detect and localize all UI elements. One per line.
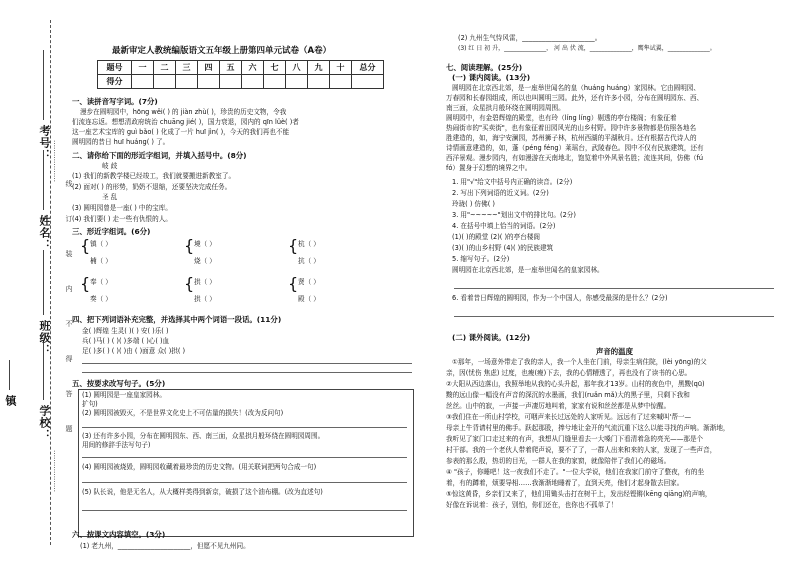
story-line: 好像在诉说着：孩子，别怕，你们还在，也你也不孤单了！	[446, 501, 618, 509]
exam-number-blank[interactable]	[43, 50, 44, 120]
answer-line[interactable]	[454, 288, 774, 289]
s2-line: (4) 我们要( ) 走一些有仇恨的人。	[72, 215, 172, 223]
score-header-cell: 九	[308, 61, 330, 75]
binding-char-1: 线	[65, 180, 73, 187]
sub-section-2-title: (二) 课外阅读。(12分)	[452, 333, 531, 342]
s5-line: (2) 圆明园被毁灭，不是世界文化史上不可估量的损失！(改为反问句)	[82, 409, 284, 417]
story-line: 参表的那么殷，热切的目光，一群人在我的家窗，就像陪伴了我们心的磁场。	[446, 457, 671, 465]
score-header-cell: 六	[242, 61, 264, 75]
story-line: 母亲上牛背请村里的佛手。跃起那股，捧兮地让金开的气流沉重下这么以能寻找的声响。渐渐地，	[446, 424, 730, 432]
story-line: ②大阳从西边落山，我照举地从我的心头升起，那年我才13岁。山村的夜色中，黑黢(qū)	[446, 380, 705, 388]
section-3-title: 三、形近字组词。(6分)	[72, 227, 151, 236]
s3-cell: 镇（ ）	[90, 240, 112, 248]
binding-char-7: 答	[65, 390, 73, 397]
passage-line: 圆明园在北京西北郊，是一座举世闻名的皇（huáng huáng）家园林。它由圆明园、	[452, 84, 701, 92]
class-label: 班级：	[38, 320, 51, 356]
score-header-row	[98, 61, 384, 75]
school-label: 学校：	[38, 405, 51, 441]
s3-cell: 殿（ ）	[298, 295, 320, 303]
story-line: 村干部。我的一个老伙人带着爬声说，要不了了，一群人出来和来的人家，发现了一些声音，	[446, 446, 717, 454]
exam-number-label: 考号：	[38, 125, 51, 161]
answer-line[interactable]	[82, 457, 407, 458]
score-header-cell: 总分	[352, 61, 384, 75]
s4-line: 兵( )马( ) ( )( )多端 ( )心( )血	[82, 337, 170, 345]
s5-line: (1) 圆明园是一座皇家园林。	[82, 391, 166, 399]
score-cell[interactable]	[198, 75, 220, 89]
s5-line: 扩句)	[82, 400, 98, 408]
binding-dots-bottom: ………………	[52, 450, 60, 492]
s3-cell: 拱（ ）	[194, 295, 216, 303]
answer-line[interactable]	[82, 427, 407, 428]
fill-line: (2) 九州生气恃风雷，______________________。	[458, 34, 602, 42]
passage-line: 圆明园中，有金碧辉煌的殿堂，也有玲（líng líng）剔透的亭台楼阁；有象征着	[446, 114, 677, 122]
brace-icon: {	[80, 274, 91, 293]
s4-line: 足( )多( ) ( )( )由 ( )面意 众( )拱( )	[82, 347, 186, 355]
score-table	[97, 60, 384, 89]
score-cell[interactable]	[242, 75, 264, 89]
score-cell[interactable]	[308, 75, 330, 89]
score-cell[interactable]	[154, 75, 176, 89]
score-cell[interactable]	[220, 75, 242, 89]
question-line: 玲珑( ) 仿佛( )	[452, 200, 495, 208]
s2-line: (1) 我们的新教学楼已经竣工，我们就要搬进新教室了。	[72, 172, 236, 180]
score-cell[interactable]	[286, 75, 308, 89]
question-line: 3. 用"~~~~~"划出文中的排比句。(2分)	[452, 211, 576, 219]
s1-line: 这一座艺术宝库的 guì bǎo( ) 化成了一片 huī jìn( )，今天的我们再也不能	[72, 128, 290, 136]
s3-cell: 抗（ ）	[298, 257, 320, 265]
score-cell[interactable]	[330, 75, 352, 89]
score-header-cell: 题号	[98, 61, 132, 75]
town-blank[interactable]	[9, 360, 10, 390]
s1-line: 圆明园的昔日 huī huáng( ) 了。	[72, 138, 170, 146]
s5-line: 用间的修辞手法写句子)	[82, 441, 151, 449]
question-line: (1)( )的殿堂 (2)( )的亭台楼阁	[452, 233, 541, 241]
s3-cell: 奏（ ）	[90, 295, 112, 303]
story-line: 我听见了家门口走过来的有声，我想从门缝里看去一大嗓门下看清着急的亮光——那是个	[446, 435, 704, 443]
score-row-label: 得分	[98, 75, 132, 89]
section-7-title: 七、阅读理解。(25分)	[446, 63, 523, 72]
question-line: 5. 缩写句子。(2分)	[452, 255, 510, 263]
story-line: 丝丝。山中的寂，一声接一声凄厉地叫着，家家有说和丝丝都是从梦中惊醒。	[446, 402, 671, 410]
binding-char-5: 不	[65, 320, 73, 327]
score-header-cell: 三	[176, 61, 198, 75]
answer-line[interactable]	[82, 510, 407, 511]
story-line: 亲，因(忧伤 焦虑) 过度，也瘦(瘦)下去，我的心情糟透了，再也没有了读书的心思。	[446, 369, 692, 377]
score-header-cell: 四	[198, 61, 220, 75]
story-line: ③我们住在一所山村学校，可咽声来长过远处的人家听见。远远有了过来喊叫'帮一—	[446, 413, 692, 421]
story-line: ⑤惊这黄昏，乡亲们又来了，他们用锄头击打在树干上，发出经铿锵(kēng qiāng)的声响，	[446, 490, 712, 498]
binding-char-2: 订	[65, 215, 73, 222]
s6-line: (1) 老九州，______________________，但愿不见九州同。	[80, 542, 250, 550]
s5-line: (5) 队长说，他是无名人，从大概样类得到新京，破损了这个油布棚。(改为直述句)	[82, 488, 323, 496]
passage-line: 南三面，众星拱月般环绕在圆明园周围。	[446, 104, 565, 112]
name-label: 姓名：	[38, 215, 51, 251]
answer-line[interactable]	[454, 316, 774, 317]
section-2-title: 二、请你给下面的形近字组词，并填入括号中。(8分)	[72, 151, 247, 160]
score-row	[98, 75, 384, 89]
score-header-cell: 十	[330, 61, 352, 75]
score-header-cell: 七	[264, 61, 286, 75]
question-line: 6. 看着昔日辉煌的圆明园，作为一个中国人，你感受最深的是什么？(2分)	[452, 294, 668, 302]
passage-line: 万春园和长春园组成，所以也叫圆明三园。此外，还有许多小园，分布在圆明园东、西、	[446, 94, 704, 102]
fill-line: (3) 红 日 初 升，______________， 河 出 伏 流，______________，鹰隼试翼，______________。	[458, 45, 716, 52]
story-line: ①那年，一场意外带走了我的亲人，我一个人坐在门前，母亲生病住院，(lèi yōng)的父	[452, 358, 707, 366]
exam-title: 最新审定人教统编版语文五年级上册第四单元试卷（A卷）	[112, 46, 332, 56]
score-cell[interactable]	[176, 75, 198, 89]
question-line: 1. 用"√"给文中括号内正确的读音。(2分)	[452, 178, 573, 186]
story-title: 声音的温度	[596, 347, 633, 356]
section-4-title: 四、把下列词语补充完整，并选择其中两个词语一段话。(11分)	[72, 315, 282, 324]
s5-line: (4) 圆明园被烧毁，圆明园收藏着最珍贵的历史文物。(用关联词把两句合成一句)	[82, 463, 317, 471]
story-line: 黢的远山像一幅没有声音的深沉的水墨画，我们(ruǎn mǎ)大的黑子里，只剩下我和	[446, 391, 690, 399]
sub-section-1-title: (一) 课内阅读。(13分)	[452, 73, 531, 82]
story-line: ④ "孩子，你睡吧！这一夜我们不走了。"一位大学说，他们在我家门前守了整夜，有的坐	[446, 468, 705, 476]
binding-char-4: 内	[65, 285, 73, 292]
s3-cell: 贤（ ）	[298, 278, 320, 286]
s3-cell: 杭（ ）	[298, 240, 320, 248]
binding-margin	[0, 0, 73, 562]
s2-word-pair: 圣 乱	[102, 193, 118, 201]
s2-word-pair: 岐 歧	[102, 162, 118, 170]
s2-line: (2) 面对( ) 的形势，奶奶不退缩，还要坚决完成任务。	[72, 183, 232, 191]
s3-cell: 境（ ）	[194, 240, 216, 248]
s1-line: 漫步在圆明园中，hōng wěi( ) 的 jiàn zhù( )，珍贵的历史文物，令我	[80, 108, 287, 116]
s3-cell: 拱（ ）	[194, 278, 216, 286]
binding-char-6: 得	[65, 355, 73, 362]
answer-line[interactable]	[82, 363, 412, 364]
s1-line: 们流连忘返。想想清政府统治 chuāng jié( )，国力衰退，园内的 qīn lüè( )者	[72, 118, 299, 126]
question-line: 4. 在括号中填上恰当的词语。(2分)	[452, 222, 556, 230]
score-header-cell: 二	[154, 61, 176, 75]
brace-icon: {	[184, 274, 195, 293]
score-header-cell: 一	[132, 61, 154, 75]
question-line: (3)( )的山乡村野 (4)( )的民族建筑	[452, 244, 554, 252]
s2-line: (3) 圆明园曾是一座( ) 中的宝库。	[72, 204, 172, 212]
score-header-cell: 五	[220, 61, 242, 75]
answer-line[interactable]	[82, 372, 412, 373]
s5-line: (3) 还有许多小园，分布在圆明园东、西、南三面，众星拱月般环绕在圆明园周围。	[82, 432, 325, 440]
story-line: 着，有的蹲着，烦要导相……我渐渐地睡着了，直到天亮，他们才起身散去回家。	[446, 479, 684, 487]
binding-char-3: 装	[65, 250, 73, 257]
binding-dots-top: ………………	[52, 140, 60, 182]
question-line: 圆明园在北京西北郊，是一座举世闻名的皇家园林。	[452, 266, 604, 274]
brace-icon: {	[288, 236, 299, 255]
s3-cell: 烧（ ）	[194, 257, 216, 265]
s3-cell: 奉（ ）	[90, 278, 112, 286]
section-6-title: 六、按课文内容填空。(3分)	[72, 530, 166, 539]
score-cell[interactable]	[132, 75, 154, 89]
answer-line[interactable]	[82, 482, 407, 483]
town-label: 镇	[4, 395, 17, 407]
score-cell[interactable]	[264, 75, 286, 89]
passage-line: 诗情画意建造的，如，蓬（péng féng）莱瑶台，武陵春色。园中不仅有民族建筑，还有	[446, 144, 704, 152]
s4-line: 金( )辉煌 生灵( )( ) 安( )乐( )	[82, 327, 169, 335]
section-1-title: 一、读拼音写字词。(7分)	[72, 97, 158, 106]
class-blank[interactable]	[43, 250, 44, 315]
brace-icon: {	[288, 274, 299, 293]
passage-line: fó）置身于幻想的境界之中。	[446, 164, 532, 172]
score-header-cell: 八	[286, 61, 308, 75]
passage-line: 西洋景观。漫步园内，有如漫游在天南地北，饱览着中外风景名胜；流连其间，仿佛（fú	[446, 154, 704, 162]
section-5-title: 五、按要求改写句子。(5分)	[72, 379, 166, 388]
score-cell[interactable]	[352, 75, 384, 89]
passage-line: 热闹街市的"买卖街"，也有象征着田园风光的山乡村野。园中许多景物都是仿照各地名	[446, 124, 697, 132]
binding-dashed-line	[50, 20, 51, 545]
question-line: 2. 写出下列词语的近义词。(2分)	[452, 189, 549, 197]
passage-line: 胜建造的，如，海宁安澜园，苏州狮子林，杭州西湖的平湖秋月。还有根据古代诗人的	[446, 134, 697, 142]
binding-char-8: 题	[65, 425, 73, 432]
brace-icon: {	[80, 236, 91, 255]
brace-icon: {	[184, 236, 195, 255]
s3-cell: 楠（ ）	[90, 257, 112, 265]
